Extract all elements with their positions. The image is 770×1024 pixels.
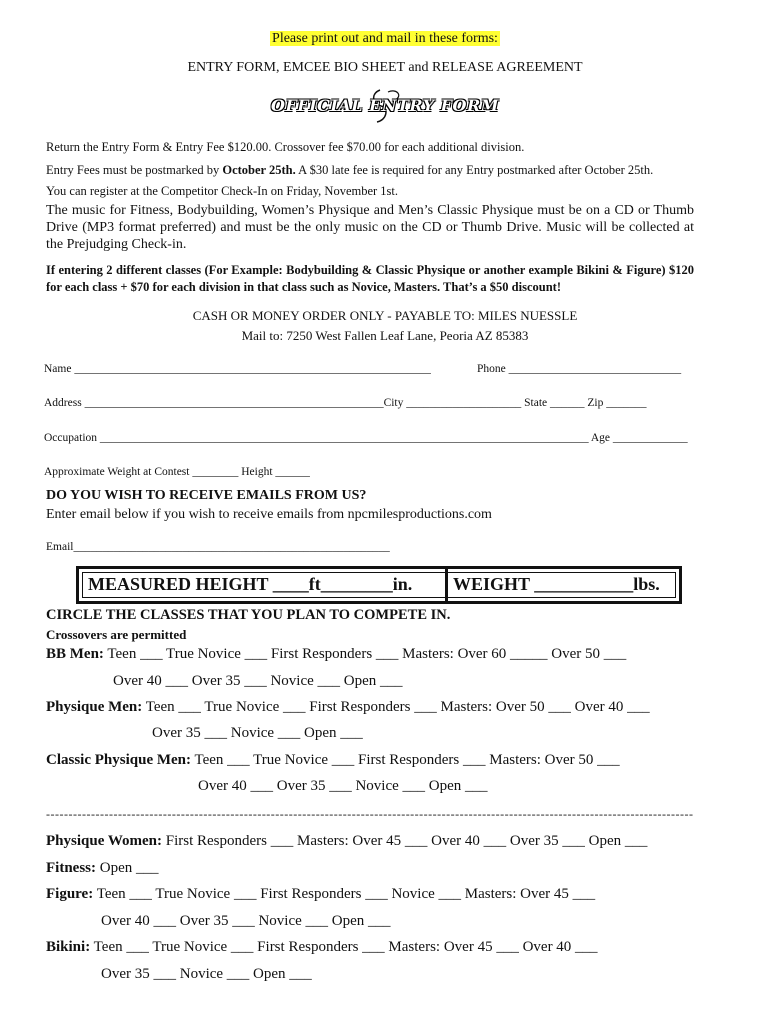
physique-men-options-2[interactable]: Over 35 ___ Novice ___ Open ___ bbox=[152, 725, 363, 741]
classes-heading: CIRCLE THE CLASSES THAT YOU PLAN TO COMPETE IN. bbox=[46, 607, 451, 623]
email-field[interactable]: Email_______________________________________________________ bbox=[46, 541, 390, 553]
physique-men-options[interactable]: Teen ___ True Novice ___ First Responders ___ Masters: Over 50 ___ Over 40 ___ bbox=[142, 699, 650, 715]
figure-options[interactable]: Teen ___ True Novice ___ First Responders ___ Novice ___ Masters: Over 45 ___ bbox=[93, 886, 596, 902]
postmark-date: October 25th. bbox=[222, 163, 296, 177]
discount-paragraph: If entering 2 different classes (For Example: Bodybuilding & Classic Physique or another example Bikini & Figure) $120 for each class + $70 for each division in that class such as Novice, Masters. That’s a $50 discount! bbox=[46, 263, 694, 294]
physique-women-label: Physique Women: bbox=[46, 833, 162, 849]
bikini-label: Bikini: bbox=[46, 939, 91, 955]
classic-physique-options[interactable]: Teen ___ True Novice ___ First Responders ___ Masters: Over 50 ___ bbox=[191, 752, 620, 768]
bb-men-label: BB Men: bbox=[46, 646, 104, 662]
postmark-post: A $30 late fee is required for any Entry postmarked after October 25th. bbox=[295, 163, 654, 177]
fitness-row[interactable] bbox=[46, 860, 159, 877]
music-text: The music for Fitness, Bodybuilding, Women’s Physique and Men’s Classic Physique must be on a CD or Thumb Drive (MP3 format preferred) and must be the only music on the CD or Thumb Drive. Music will be collected at the Prejudging Check-in. bbox=[46, 203, 694, 252]
email-question: DO YOU WISH TO RECEIVE EMAILS FROM US? bbox=[46, 488, 367, 503]
classic-physique-options-2[interactable]: Over 40 ___ Over 35 ___ Novice ___ Open ___ bbox=[198, 778, 488, 794]
email-instruction: Enter email below if you wish to receive emails from npcmilesproductions.com bbox=[46, 507, 492, 522]
bikini-row[interactable] bbox=[46, 939, 598, 956]
weight-field[interactable]: WEIGHT ___________lbs. bbox=[453, 574, 660, 594]
name-field[interactable]: Name ______________________________________________________________ bbox=[44, 363, 431, 375]
physique-women-row[interactable] bbox=[46, 833, 647, 850]
measurement-box bbox=[76, 566, 682, 604]
fitness-label: Fitness: bbox=[46, 860, 96, 876]
bb-men-row[interactable] bbox=[46, 646, 626, 663]
official-entry-form-logo bbox=[0, 86, 770, 126]
occupation-field[interactable]: Occupation _____________________________________________________________________________________ Age _____________ bbox=[44, 432, 688, 444]
mail-notice-highlight: Please print out and mail in these forms: bbox=[272, 31, 498, 46]
address-field[interactable]: Address ____________________________________________________City ____________________ State ______ Zip _______ bbox=[44, 397, 647, 409]
physique-men-row[interactable] bbox=[46, 699, 650, 716]
measured-height-field[interactable]: MEASURED HEIGHT ____ft________in. bbox=[88, 574, 413, 594]
postmark-pre: Entry Fees must be postmarked by bbox=[46, 163, 223, 177]
classic-physique-label: Classic Physique Men: bbox=[46, 752, 192, 768]
music-paragraph bbox=[46, 202, 694, 253]
figure-label: Figure: bbox=[46, 886, 94, 902]
mailing-address: Mail to: 7250 West Fallen Leaf Lane, Peoria AZ 85383 bbox=[241, 328, 529, 343]
phone-field[interactable]: Phone ______________________________ bbox=[477, 363, 682, 375]
checkin-line: You can register at the Competitor Check-In on Friday, November 1st. bbox=[46, 184, 399, 198]
bikini-options[interactable]: Teen ___ True Novice ___ First Responders ___ Masters: Over 45 ___ Over 40 ___ bbox=[90, 939, 598, 955]
logo-text: OFFICIAL ENTRY FORM bbox=[271, 96, 499, 115]
bb-men-options-2[interactable]: Over 40 ___ Over 35 ___ Novice ___ Open ___ bbox=[113, 673, 403, 689]
crossover-note: Crossovers are permitted bbox=[46, 627, 187, 642]
entry-fee-line: Return the Entry Form & Entry Fee $120.00. Crossover fee $70.00 for each additional division. bbox=[46, 140, 525, 154]
postmark-line bbox=[46, 163, 653, 178]
fitness-options[interactable]: Open ___ bbox=[96, 860, 159, 876]
payment-line: CASH OR MONEY ORDER ONLY - PAYABLE TO: MILES NUESSLE bbox=[192, 308, 578, 323]
physique-women-options[interactable]: First Responders ___ Masters: Over 45 ___ Over 40 ___ Over 35 ___ Open ___ bbox=[162, 833, 648, 849]
measurement-box-divider bbox=[445, 569, 448, 601]
bb-men-options[interactable]: Teen ___ True Novice ___ First Responders ___ Masters: Over 60 _____ Over 50 ___ bbox=[103, 646, 627, 662]
figure-options-2[interactable]: Over 40 ___ Over 35 ___ Novice ___ Open ___ bbox=[101, 913, 391, 929]
physique-men-label: Physique Men: bbox=[46, 699, 143, 715]
classic-physique-row[interactable] bbox=[46, 752, 620, 769]
mail-notice bbox=[0, 31, 770, 47]
figure-row[interactable] bbox=[46, 886, 595, 903]
bikini-options-2[interactable]: Over 35 ___ Novice ___ Open ___ bbox=[101, 966, 312, 982]
document-subtitle: ENTRY FORM, EMCEE BIO SHEET and RELEASE AGREEMENT bbox=[187, 60, 583, 75]
weight-height-field[interactable]: Approximate Weight at Contest ________ Height ______ bbox=[44, 466, 310, 478]
section-divider: ------------------------------------------------------------------------------------------------------------------------------------------------ bbox=[46, 807, 694, 821]
